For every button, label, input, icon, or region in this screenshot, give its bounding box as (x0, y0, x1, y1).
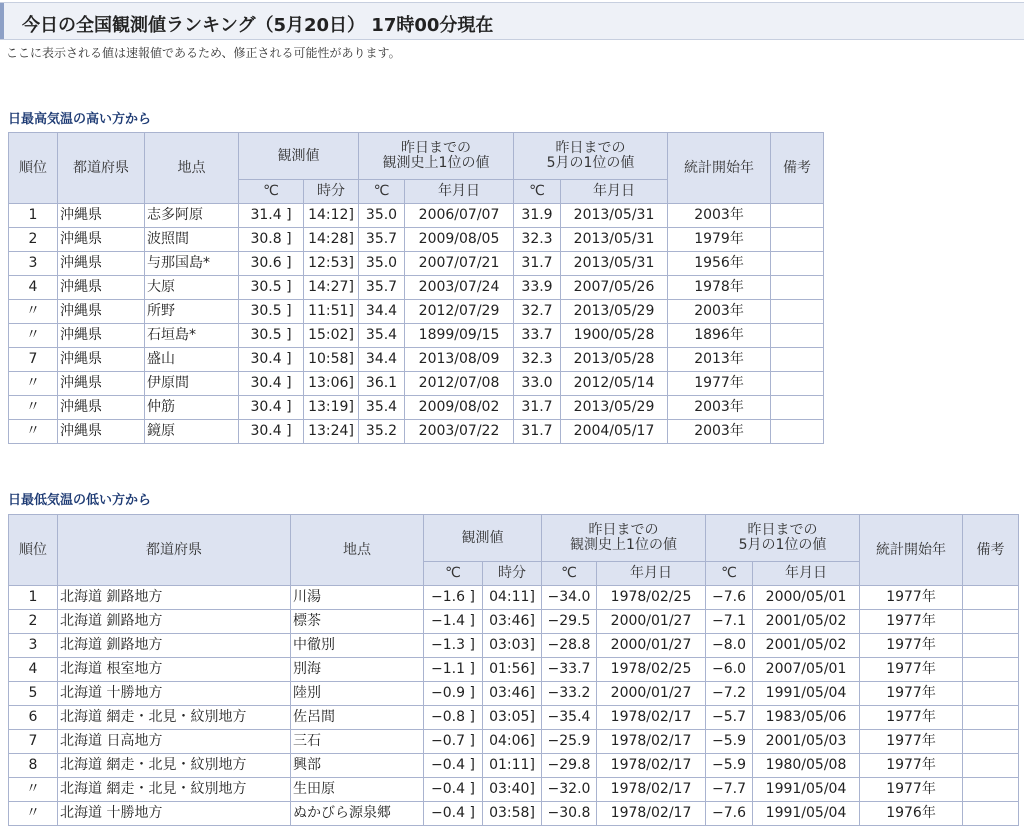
cell-record-date: 2000/01/27 (597, 610, 706, 634)
cell-observed-temp: 31.4 ] (239, 204, 304, 228)
cell-record-value: 36.1 (359, 372, 405, 396)
cell-prefecture: 北海道 釧路地方 (58, 610, 291, 634)
cell-remarks (771, 276, 824, 300)
high-temp-rows (9, 204, 824, 444)
cell-rank: 7 (9, 730, 58, 754)
header-time: 時分 (483, 562, 542, 586)
cell-record-value: −28.8 (542, 634, 597, 658)
cell-rank: 〃 (9, 372, 58, 396)
cell-rank: 2 (9, 610, 58, 634)
cell-month-date: 2013/05/31 (561, 252, 668, 276)
cell-stats-start: 1977年 (860, 754, 963, 778)
table-row (9, 324, 824, 348)
cell-rank: 1 (9, 586, 58, 610)
cell-observed-temp: 30.4 ] (239, 348, 304, 372)
header-celsius: ℃ (239, 180, 304, 204)
cell-record-value: 35.2 (359, 420, 405, 444)
cell-prefecture: 北海道 根室地方 (58, 658, 291, 682)
cell-stats-start: 1977年 (860, 682, 963, 706)
table-row (9, 276, 824, 300)
cell-record-value: −29.8 (542, 754, 597, 778)
cell-record-value: −32.0 (542, 778, 597, 802)
cell-observed-temp: 30.4 ] (239, 372, 304, 396)
header-stats-start: 統計開始年 (860, 515, 963, 586)
cell-observed-time: 01:56] (483, 658, 542, 682)
notice-text: ここに表示される値は速報値であるため、修正される可能性があります。 (6, 46, 401, 60)
cell-month-date: 2013/05/28 (561, 348, 668, 372)
table-row (9, 372, 824, 396)
cell-month-value: 33.7 (514, 324, 561, 348)
table-row (9, 252, 824, 276)
cell-remarks (771, 348, 824, 372)
cell-record-date: 1978/02/17 (597, 754, 706, 778)
cell-remarks (963, 586, 1019, 610)
cell-record-value: −30.8 (542, 802, 597, 826)
header-remarks: 備考 (771, 133, 824, 204)
cell-prefecture: 北海道 釧路地方 (58, 586, 291, 610)
cell-record-value: 35.7 (359, 276, 405, 300)
cell-location: 鏡原 (145, 420, 239, 444)
cell-month-date: 1983/05/06 (753, 706, 860, 730)
cell-observed-time: 10:58] (304, 348, 359, 372)
table-row (9, 730, 1019, 754)
cell-location: 生田原 (291, 778, 424, 802)
cell-remarks (771, 324, 824, 348)
cell-stats-start: 2013年 (668, 348, 771, 372)
cell-location: 興部 (291, 754, 424, 778)
cell-observed-time: 12:53] (304, 252, 359, 276)
cell-remarks (771, 204, 824, 228)
cell-record-date: 2009/08/05 (405, 228, 514, 252)
cell-observed-time: 14:28] (304, 228, 359, 252)
header-date: 年月日 (405, 180, 514, 204)
cell-month-value: −7.6 (706, 802, 753, 826)
table-row (9, 706, 1019, 730)
cell-month-date: 2013/05/31 (561, 228, 668, 252)
table-row (9, 658, 1019, 682)
cell-observed-temp: 30.5 ] (239, 300, 304, 324)
cell-month-value: 32.3 (514, 228, 561, 252)
cell-location: 与那国島* (145, 252, 239, 276)
cell-month-date: 2001/05/02 (753, 610, 860, 634)
cell-record-value: 35.4 (359, 396, 405, 420)
cell-month-date: 2001/05/02 (753, 634, 860, 658)
cell-record-value: 35.4 (359, 324, 405, 348)
cell-remarks (963, 634, 1019, 658)
header-prefecture: 都道府県 (58, 133, 145, 204)
cell-month-date: 2013/05/29 (561, 300, 668, 324)
table-row (9, 778, 1019, 802)
cell-record-date: 2000/01/27 (597, 634, 706, 658)
header-record-month: 昨日までの 5月の1位の値 (706, 515, 860, 562)
cell-month-value: 33.9 (514, 276, 561, 300)
cell-observed-time: 03:03] (483, 634, 542, 658)
cell-record-date: 1978/02/17 (597, 730, 706, 754)
cell-observed-temp: −0.4 ] (424, 778, 483, 802)
cell-record-value: −29.5 (542, 610, 597, 634)
table-row (9, 610, 1019, 634)
cell-location: 三石 (291, 730, 424, 754)
cell-prefecture: 北海道 釧路地方 (58, 634, 291, 658)
cell-prefecture: 北海道 日高地方 (58, 730, 291, 754)
cell-rank: 〃 (9, 420, 58, 444)
cell-month-value: −8.0 (706, 634, 753, 658)
cell-rank: 〃 (9, 300, 58, 324)
cell-rank: 7 (9, 348, 58, 372)
cell-prefecture: 沖縄県 (58, 348, 145, 372)
cell-observed-temp: −1.4 ] (424, 610, 483, 634)
cell-observed-temp: 30.8 ] (239, 228, 304, 252)
cell-prefecture: 沖縄県 (58, 276, 145, 300)
header-celsius: ℃ (359, 180, 405, 204)
cell-location: 盛山 (145, 348, 239, 372)
cell-record-date: 2007/07/21 (405, 252, 514, 276)
header-celsius: ℃ (706, 562, 753, 586)
cell-month-value: 31.7 (514, 252, 561, 276)
header-prefecture: 都道府県 (58, 515, 291, 586)
cell-observed-time: 15:02] (304, 324, 359, 348)
cell-month-date: 2001/05/03 (753, 730, 860, 754)
cell-observed-time: 13:24] (304, 420, 359, 444)
cell-stats-start: 1977年 (860, 610, 963, 634)
header-rank: 順位 (9, 133, 58, 204)
cell-stats-start: 2003年 (668, 300, 771, 324)
cell-record-value: −33.7 (542, 658, 597, 682)
cell-remarks (771, 252, 824, 276)
header-celsius: ℃ (514, 180, 561, 204)
cell-remarks (963, 730, 1019, 754)
header-record-month: 昨日までの 5月の1位の値 (514, 133, 668, 180)
header-observed: 観測値 (424, 515, 542, 562)
cell-prefecture: 北海道 十勝地方 (58, 682, 291, 706)
table-row (9, 754, 1019, 778)
cell-observed-temp: 30.5 ] (239, 324, 304, 348)
cell-observed-time: 13:06] (304, 372, 359, 396)
header-date: 年月日 (561, 180, 668, 204)
cell-stats-start: 1977年 (668, 372, 771, 396)
cell-record-date: 2003/07/22 (405, 420, 514, 444)
table-row (9, 228, 824, 252)
cell-record-value: −33.2 (542, 682, 597, 706)
cell-prefecture: 沖縄県 (58, 204, 145, 228)
cell-record-date: 1978/02/17 (597, 706, 706, 730)
cell-month-date: 2007/05/01 (753, 658, 860, 682)
cell-month-value: 32.7 (514, 300, 561, 324)
cell-month-value: 31.7 (514, 396, 561, 420)
cell-record-date: 2013/08/09 (405, 348, 514, 372)
cell-month-date: 2007/05/26 (561, 276, 668, 300)
cell-prefecture: 沖縄県 (58, 228, 145, 252)
cell-observed-time: 03:05] (483, 706, 542, 730)
cell-stats-start: 1979年 (668, 228, 771, 252)
cell-prefecture: 沖縄県 (58, 372, 145, 396)
cell-stats-start: 2003年 (668, 396, 771, 420)
cell-location: 志多阿原 (145, 204, 239, 228)
cell-record-value: 35.7 (359, 228, 405, 252)
cell-observed-time: 03:58] (483, 802, 542, 826)
cell-remarks (771, 372, 824, 396)
cell-record-date: 2012/07/29 (405, 300, 514, 324)
cell-rank: 4 (9, 276, 58, 300)
cell-record-date: 1978/02/17 (597, 802, 706, 826)
cell-stats-start: 1977年 (860, 658, 963, 682)
cell-remarks (771, 396, 824, 420)
cell-month-date: 1991/05/04 (753, 682, 860, 706)
table-row (9, 204, 824, 228)
header-celsius: ℃ (542, 562, 597, 586)
cell-rank: 4 (9, 658, 58, 682)
cell-observed-time: 01:11] (483, 754, 542, 778)
header-remarks: 備考 (963, 515, 1019, 586)
cell-prefecture: 北海道 網走・北見・紋別地方 (58, 706, 291, 730)
table-row (9, 634, 1019, 658)
cell-observed-time: 11:51] (304, 300, 359, 324)
cell-observed-time: 03:46] (483, 610, 542, 634)
cell-prefecture: 沖縄県 (58, 252, 145, 276)
cell-remarks (963, 610, 1019, 634)
cell-location: 中徹別 (291, 634, 424, 658)
cell-location: 石垣島* (145, 324, 239, 348)
cell-observed-temp: −1.6 ] (424, 586, 483, 610)
title-bar (0, 2, 1024, 40)
cell-stats-start: 1977年 (860, 634, 963, 658)
cell-remarks (963, 706, 1019, 730)
cell-location: ぬかびら源泉郷 (291, 802, 424, 826)
cell-month-value: −5.7 (706, 706, 753, 730)
cell-observed-time: 03:40] (483, 778, 542, 802)
header-rank: 順位 (9, 515, 58, 586)
cell-observed-temp: 30.4 ] (239, 396, 304, 420)
table-row (9, 300, 824, 324)
cell-prefecture: 北海道 網走・北見・紋別地方 (58, 778, 291, 802)
cell-month-value: −7.1 (706, 610, 753, 634)
cell-observed-temp: −1.1 ] (424, 658, 483, 682)
cell-month-value: −5.9 (706, 730, 753, 754)
cell-record-date: 2009/08/02 (405, 396, 514, 420)
table-row (9, 420, 824, 444)
cell-remarks (771, 300, 824, 324)
cell-month-date: 1991/05/04 (753, 778, 860, 802)
cell-observed-temp: 30.4 ] (239, 420, 304, 444)
cell-location: 別海 (291, 658, 424, 682)
cell-remarks (963, 802, 1019, 826)
header-record-history: 昨日までの 観測史上1位の値 (542, 515, 706, 562)
cell-location: 標茶 (291, 610, 424, 634)
cell-remarks (963, 658, 1019, 682)
cell-record-value: 34.4 (359, 300, 405, 324)
cell-location: 所野 (145, 300, 239, 324)
cell-stats-start: 2003年 (668, 420, 771, 444)
cell-rank: 〃 (9, 324, 58, 348)
cell-observed-time: 04:11] (483, 586, 542, 610)
table-row (9, 802, 1019, 826)
header-location: 地点 (291, 515, 424, 586)
cell-stats-start: 1977年 (860, 730, 963, 754)
cell-prefecture: 沖縄県 (58, 396, 145, 420)
cell-record-date: 1978/02/25 (597, 586, 706, 610)
cell-observed-temp: −0.4 ] (424, 754, 483, 778)
cell-remarks (963, 682, 1019, 706)
cell-month-date: 1980/05/08 (753, 754, 860, 778)
cell-observed-time: 14:12] (304, 204, 359, 228)
cell-month-date: 2013/05/31 (561, 204, 668, 228)
cell-location: 陸別 (291, 682, 424, 706)
cell-rank: 3 (9, 634, 58, 658)
cell-prefecture: 北海道 十勝地方 (58, 802, 291, 826)
cell-location: 波照間 (145, 228, 239, 252)
title-accent (0, 3, 4, 39)
header-stats-start: 統計開始年 (668, 133, 771, 204)
cell-observed-temp: 30.5 ] (239, 276, 304, 300)
header-celsius: ℃ (424, 562, 483, 586)
cell-month-value: 31.7 (514, 420, 561, 444)
cell-record-date: 1978/02/25 (597, 658, 706, 682)
header-observed: 観測値 (239, 133, 359, 180)
cell-location: 仲筋 (145, 396, 239, 420)
cell-observed-temp: −0.4 ] (424, 802, 483, 826)
cell-location: 川湯 (291, 586, 424, 610)
cell-month-value: −7.7 (706, 778, 753, 802)
cell-stats-start: 1896年 (668, 324, 771, 348)
cell-rank: 3 (9, 252, 58, 276)
cell-month-date: 2004/05/17 (561, 420, 668, 444)
table-row (9, 348, 824, 372)
cell-month-value: −7.6 (706, 586, 753, 610)
cell-stats-start: 1977年 (860, 706, 963, 730)
high-temp-table (8, 132, 824, 444)
cell-month-date: 1900/05/28 (561, 324, 668, 348)
cell-month-value: 32.3 (514, 348, 561, 372)
cell-record-value: 35.0 (359, 252, 405, 276)
cell-rank: 6 (9, 706, 58, 730)
cell-record-date: 2003/07/24 (405, 276, 514, 300)
page-title: 今日の全国観測値ランキング（5月20日） 17時00分現在 (22, 15, 494, 36)
cell-rank: 8 (9, 754, 58, 778)
cell-record-date: 1978/02/17 (597, 778, 706, 802)
cell-record-date: 2006/07/07 (405, 204, 514, 228)
section-title-low: 日最低気温の低い方から (8, 493, 152, 508)
cell-record-value: −25.9 (542, 730, 597, 754)
cell-month-value: 33.0 (514, 372, 561, 396)
cell-month-date: 2012/05/14 (561, 372, 668, 396)
header-time: 時分 (304, 180, 359, 204)
table-row (9, 586, 1019, 610)
cell-rank: 〃 (9, 396, 58, 420)
cell-rank: 1 (9, 204, 58, 228)
cell-prefecture: 沖縄県 (58, 300, 145, 324)
cell-stats-start: 1956年 (668, 252, 771, 276)
header-record-history: 昨日までの 観測史上1位の値 (359, 133, 514, 180)
header-date: 年月日 (753, 562, 860, 586)
header-location: 地点 (145, 133, 239, 204)
cell-location: 大原 (145, 276, 239, 300)
cell-observed-time: 04:06] (483, 730, 542, 754)
cell-stats-start: 1977年 (860, 586, 963, 610)
cell-record-value: 35.0 (359, 204, 405, 228)
cell-rank: 〃 (9, 802, 58, 826)
cell-month-date: 1991/05/04 (753, 802, 860, 826)
cell-record-value: 34.4 (359, 348, 405, 372)
cell-record-date: 2000/01/27 (597, 682, 706, 706)
cell-month-value: −7.2 (706, 682, 753, 706)
cell-record-date: 2012/07/08 (405, 372, 514, 396)
cell-location: 佐呂間 (291, 706, 424, 730)
section-title-high: 日最高気温の高い方から (8, 112, 152, 127)
cell-month-date: 2013/05/29 (561, 396, 668, 420)
cell-observed-time: 13:19] (304, 396, 359, 420)
cell-month-value: −5.9 (706, 754, 753, 778)
cell-remarks (963, 778, 1019, 802)
cell-prefecture: 沖縄県 (58, 324, 145, 348)
cell-location: 伊原間 (145, 372, 239, 396)
cell-prefecture: 沖縄県 (58, 420, 145, 444)
table-row (9, 396, 824, 420)
low-temp-rows (9, 586, 1019, 826)
table-row (9, 682, 1019, 706)
cell-observed-temp: 30.6 ] (239, 252, 304, 276)
cell-observed-temp: −0.9 ] (424, 682, 483, 706)
cell-record-value: −34.0 (542, 586, 597, 610)
cell-stats-start: 1977年 (860, 778, 963, 802)
cell-observed-time: 03:46] (483, 682, 542, 706)
cell-remarks (771, 420, 824, 444)
cell-observed-temp: −0.8 ] (424, 706, 483, 730)
cell-record-value: −35.4 (542, 706, 597, 730)
cell-rank: 5 (9, 682, 58, 706)
cell-month-date: 2000/05/01 (753, 586, 860, 610)
cell-remarks (771, 228, 824, 252)
header-date: 年月日 (597, 562, 706, 586)
low-temp-table (8, 514, 1019, 826)
cell-record-date: 1899/09/15 (405, 324, 514, 348)
cell-stats-start: 1976年 (860, 802, 963, 826)
cell-prefecture: 北海道 網走・北見・紋別地方 (58, 754, 291, 778)
cell-observed-temp: −0.7 ] (424, 730, 483, 754)
cell-rank: 2 (9, 228, 58, 252)
cell-rank: 〃 (9, 778, 58, 802)
cell-month-value: 31.9 (514, 204, 561, 228)
cell-remarks (963, 754, 1019, 778)
cell-observed-temp: −1.3 ] (424, 634, 483, 658)
cell-stats-start: 2003年 (668, 204, 771, 228)
cell-month-value: −6.0 (706, 658, 753, 682)
cell-observed-time: 14:27] (304, 276, 359, 300)
cell-stats-start: 1978年 (668, 276, 771, 300)
